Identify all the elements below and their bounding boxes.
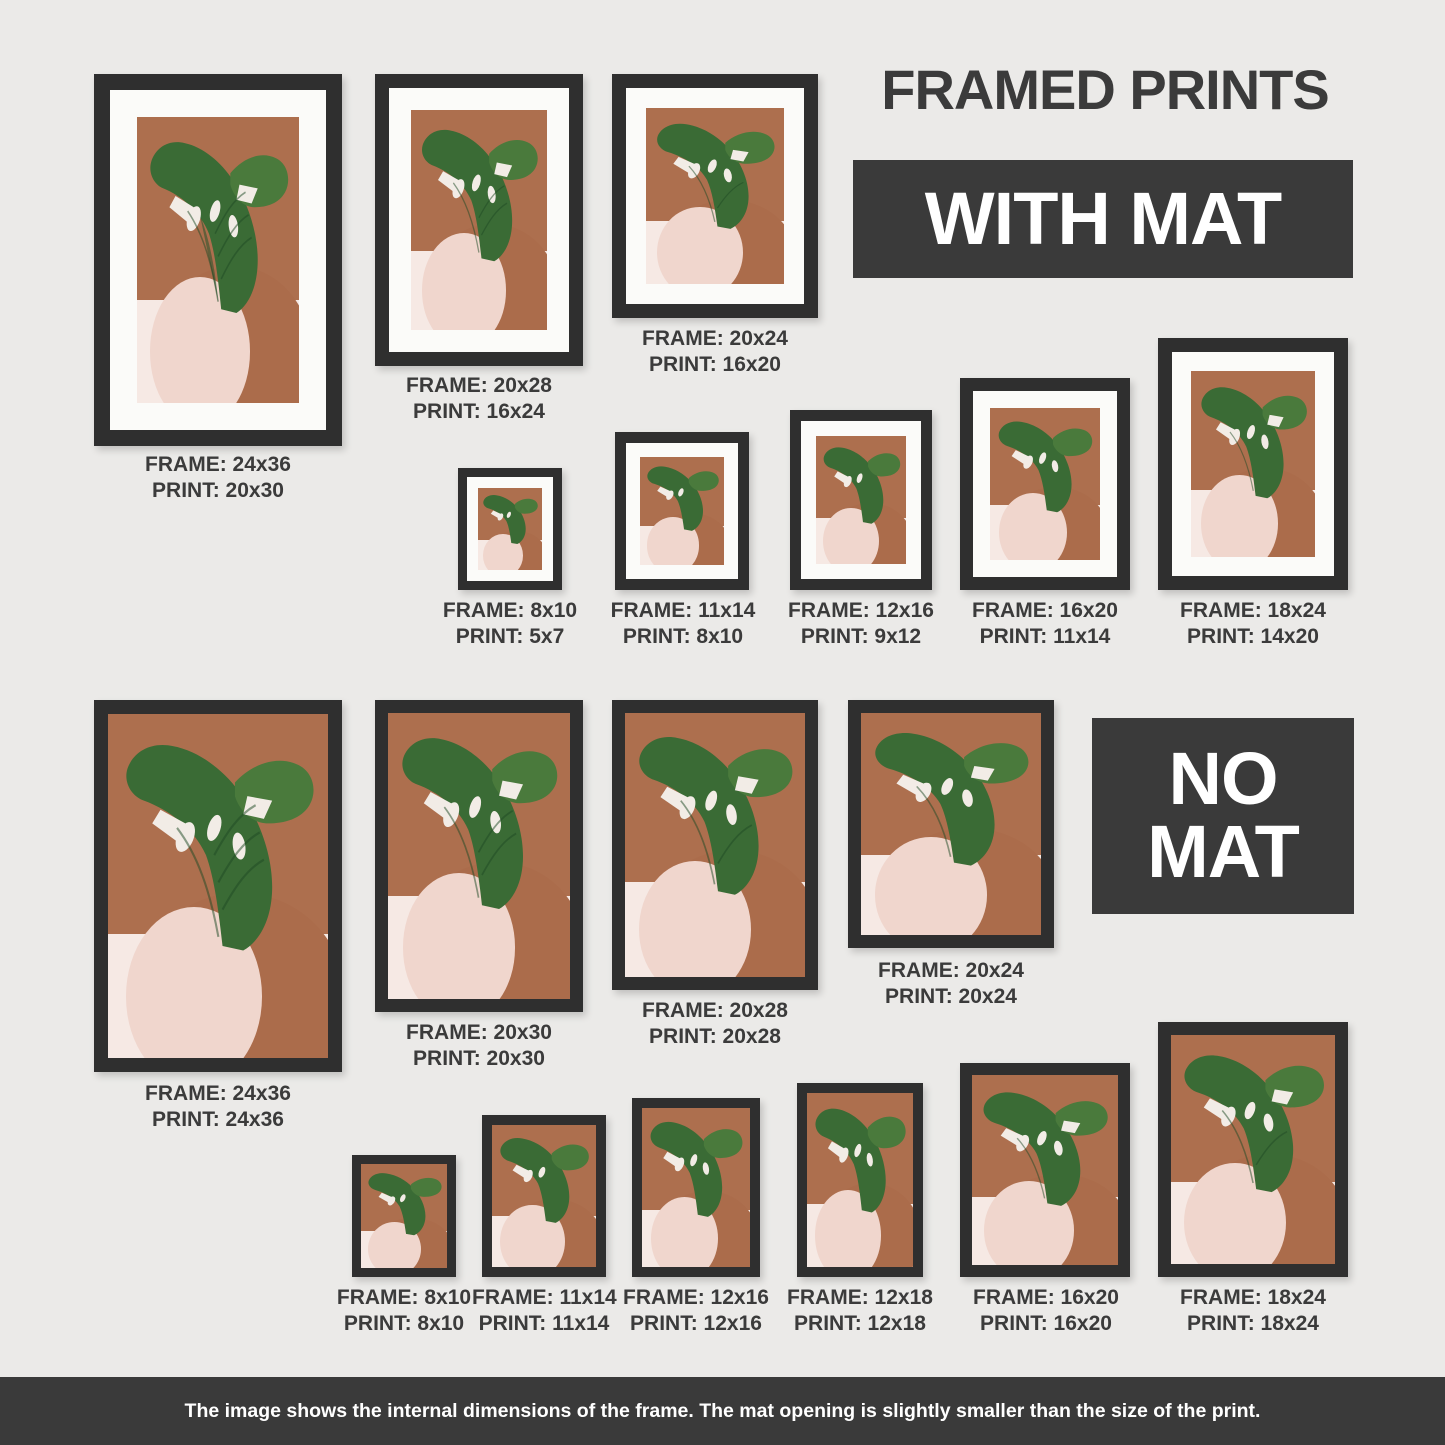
frame-size-label: FRAME: 16x20 [972,599,1118,622]
print-size-label: PRINT: 16x24 [413,400,545,424]
monstera-leaf-icon [630,724,799,898]
framed-print-no-mat[interactable] [94,700,342,1072]
frame-size-label: FRAME: 11x14 [610,599,756,622]
framed-print-with-mat[interactable] [458,468,562,590]
frame-size-label: FRAME: 18x24 [1180,599,1326,622]
frame-caption [782,598,940,651]
frame-size-label: FRAME: 12x16 [788,599,934,622]
framed-print-with-mat[interactable] [375,74,583,366]
frame-size-label: FRAME: 8x10 [442,599,578,622]
monstera-leaf-icon [364,1168,445,1237]
no-mat-badge-line2: MAT [1147,810,1299,893]
print-size-label: PRINT: 12x18 [794,1312,926,1336]
framed-print-with-mat[interactable] [790,410,932,590]
frame-size-label: FRAME: 12x16 [623,1286,769,1309]
monstera-leaf-icon [115,728,322,955]
frame-caption [372,1020,586,1073]
artwork [972,1075,1118,1265]
frame-caption [608,998,822,1051]
monstera-leaf-icon [393,724,564,913]
frame-caption [604,598,762,651]
artwork [861,713,1041,935]
frame-caption [1174,598,1332,651]
artwork [388,713,570,999]
artwork [990,408,1100,560]
monstera-leaf-icon [650,115,780,231]
mat-board [626,88,804,304]
artwork [1171,1035,1335,1264]
artwork [108,714,328,1058]
framed-print-no-mat[interactable] [482,1115,606,1277]
artwork [492,1125,596,1267]
artwork [137,117,299,403]
framed-print-no-mat[interactable] [375,700,583,1012]
framed-print-no-mat[interactable] [612,700,818,990]
frame-caption [110,452,326,505]
print-size-label: PRINT: 20x30 [413,1047,545,1071]
mat-board [110,90,326,430]
frame-caption [608,326,822,379]
print-size-label: PRINT: 8x10 [343,1312,465,1336]
print-size-label: PRINT: 16x20 [649,353,781,377]
monstera-leaf-icon [415,119,543,264]
frame-size-label: FRAME: 20x28 [642,999,788,1022]
frame-size-label: FRAME: 20x24 [878,959,1024,982]
artwork [816,436,906,564]
mat-board [626,443,738,579]
monstera-leaf-icon [142,128,294,317]
frame-caption [848,958,1054,1011]
frame-size-label: FRAME: 18x24 [1180,1286,1326,1309]
print-size-label: PRINT: 9x12 [800,625,922,649]
print-size-label: PRINT: 8x10 [622,625,744,649]
monstera-leaf-icon [866,722,1035,869]
print-size-label: PRINT: 11x14 [979,625,1111,649]
mat-board [973,391,1117,577]
frame-caption [372,373,586,426]
frame-caption [622,1285,770,1338]
monstera-leaf-icon [810,1100,910,1215]
with-mat-badge: WITH MAT [853,160,1353,278]
frame-size-label: FRAME: 20x24 [642,327,788,350]
frame-caption [966,598,1124,651]
monstera-leaf-icon [643,461,722,532]
monstera-leaf-icon [495,1131,593,1225]
framed-print-with-mat[interactable] [960,378,1130,590]
monstera-leaf-icon [480,491,540,545]
footer-note: The image shows the internal dimensions of the frame. The mat opening is slightly smaller than the size of the print. [0,1377,1445,1445]
artwork [361,1164,447,1268]
artwork [642,1108,750,1267]
print-size-label: PRINT: 16x20 [980,1312,1112,1336]
print-size-label: PRINT: 12x16 [630,1312,762,1336]
monstera-leaf-icon [993,414,1096,514]
print-size-label: PRINT: 24x36 [152,1108,284,1132]
framed-print-with-mat[interactable] [615,432,749,590]
mat-board [389,88,569,352]
frame-size-label: FRAME: 11x14 [472,1286,617,1309]
monstera-leaf-icon [976,1083,1113,1208]
print-size-label: PRINT: 11x14 [478,1312,610,1336]
framed-print-with-mat[interactable] [94,74,342,446]
frame-caption [110,1081,326,1134]
frame-caption [786,1285,934,1338]
page-title: FRAMED PRINTS [881,58,1329,121]
print-size-label: PRINT: 20x30 [152,479,284,503]
print-size-label: PRINT: 20x28 [649,1025,781,1049]
framed-print-with-mat[interactable] [1158,338,1348,590]
artwork [478,488,542,570]
frame-size-label: FRAME: 20x28 [406,374,552,397]
framed-print-no-mat[interactable] [797,1083,923,1277]
frame-caption [968,1285,1124,1338]
print-size-label: PRINT: 18x24 [1187,1312,1319,1336]
frame-caption [438,598,582,651]
framed-print-no-mat[interactable] [1158,1022,1348,1277]
mat-board [801,421,921,579]
frame-size-label: FRAME: 20x30 [406,1021,552,1044]
frame-size-label: FRAME: 12x18 [787,1286,933,1309]
framed-print-no-mat[interactable] [352,1155,456,1277]
mat-board [1172,352,1334,576]
frame-size-label: FRAME: 24x36 [145,1082,291,1105]
framed-print-no-mat[interactable] [848,700,1054,948]
artwork [625,713,805,977]
frame-caption [1174,1285,1332,1338]
print-size-label: PRINT: 14x20 [1187,625,1319,649]
monstera-leaf-icon [645,1114,747,1219]
artwork [807,1093,913,1267]
print-size-label: PRINT: 20x24 [885,985,1017,1009]
frame-caption [330,1285,478,1338]
mat-board [467,477,553,581]
frame-size-label: FRAME: 16x20 [973,1286,1119,1309]
no-mat-badge-line1: NO [1168,737,1278,821]
artwork [646,108,784,284]
frame-caption [472,1285,616,1338]
frame-size-label: FRAME: 24x36 [145,453,291,476]
no-mat-badge [1092,718,1354,914]
monstera-leaf-icon [819,441,904,525]
monstera-leaf-icon [1176,1044,1330,1195]
framed-print-no-mat[interactable] [632,1098,760,1277]
framed-print-no-mat[interactable] [960,1063,1130,1277]
artwork [1191,371,1315,557]
artwork [411,110,547,330]
frame-size-label: FRAME: 8x10 [336,1286,472,1309]
artwork [640,457,724,565]
framed-print-with-mat[interactable] [612,74,818,318]
monstera-leaf-icon [1195,378,1312,501]
print-size-label: PRINT: 5x7 [455,625,565,649]
